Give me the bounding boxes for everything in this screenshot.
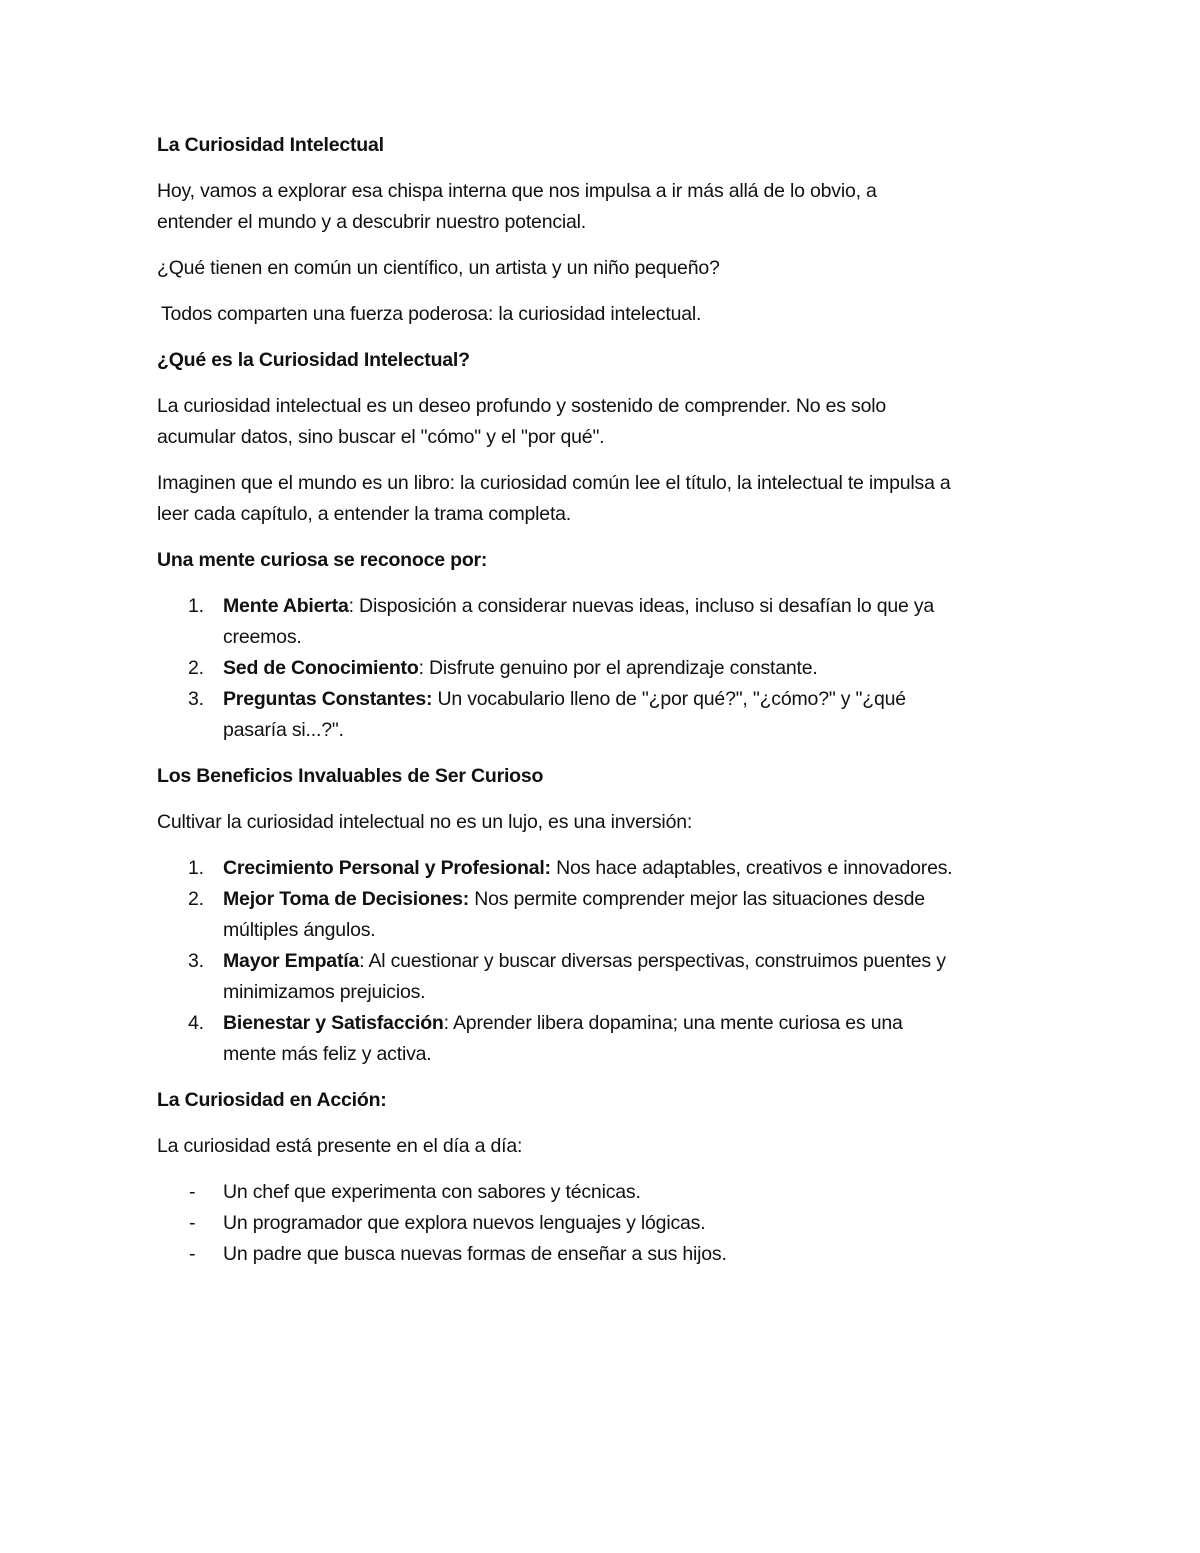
item-sep: : xyxy=(443,1012,449,1034)
item-term: Preguntas Constantes: xyxy=(223,688,433,710)
section-heading-what-is: ¿Qué es la Curiosidad Intelectual? xyxy=(157,349,470,371)
list-item xyxy=(157,591,957,653)
item-term: Sed de Conocimiento xyxy=(223,657,419,679)
item-sep: : xyxy=(359,950,365,972)
intro-paragraph: Hoy, vamos a explorar esa chispa interna que nos impulsa a ir más allá de lo obvio, a entender el mundo y a descubrir nuestro potencial. xyxy=(157,180,877,233)
list-marker: 2. xyxy=(188,888,204,910)
list-marker: - xyxy=(189,1243,196,1265)
list-item xyxy=(157,684,957,746)
item-text: Nos hace adaptables, creativos e innovadores. xyxy=(550,857,953,879)
list-item xyxy=(157,1008,957,1070)
item-text: Disposición a considerar nuevas ideas, incluso si desafían lo que ya creemos. xyxy=(223,595,935,648)
book-metaphor-paragraph: Imaginen que el mundo es un libro: la curiosidad común lee el título, la intelectual te impulsa a leer cada capítulo, a entender la trama completa. xyxy=(157,472,951,525)
list-marker: - xyxy=(189,1181,196,1203)
answer-paragraph: Todos comparten una fuerza poderosa: la curiosidad intelectual. xyxy=(161,303,702,325)
item-text: Disfrute genuino por el aprendizaje constante. xyxy=(423,657,818,679)
traits-list xyxy=(157,591,957,746)
list-item xyxy=(157,653,957,684)
examples-list xyxy=(157,1177,957,1270)
list-item xyxy=(157,853,957,884)
list-marker: 2. xyxy=(188,657,204,679)
list-marker: 1. xyxy=(188,595,204,617)
item-text: Aprender libera dopamina; una mente curiosa es una mente más feliz y activa. xyxy=(223,1012,903,1065)
list-item xyxy=(157,1177,957,1208)
list-marker: 4. xyxy=(188,1012,204,1034)
item-term: Mente Abierta xyxy=(223,595,349,617)
item-sep: : xyxy=(418,657,424,679)
item-text: Un chef que experimenta con sabores y técnicas. xyxy=(223,1181,641,1203)
item-sep: : xyxy=(348,595,354,617)
item-term: Bienestar y Satisfacción xyxy=(223,1012,444,1034)
section-heading-benefits: Los Beneficios Invaluables de Ser Curioso xyxy=(157,765,544,787)
item-text: Un programador que explora nuevos lenguajes y lógicas. xyxy=(223,1212,706,1234)
list-marker: 3. xyxy=(188,688,204,710)
list-item xyxy=(157,1239,957,1270)
question-paragraph: ¿Qué tienen en común un científico, un artista y un niño pequeño? xyxy=(157,257,720,279)
section-heading-in-action: La Curiosidad en Acción: xyxy=(157,1089,387,1111)
document-body xyxy=(157,130,957,1270)
in-action-intro-paragraph: La curiosidad está presente en el día a día: xyxy=(157,1135,523,1157)
list-item xyxy=(157,1208,957,1239)
list-item xyxy=(157,946,957,1008)
item-term: Crecimiento Personal y Profesional: xyxy=(223,857,551,879)
benefits-list xyxy=(157,853,957,1070)
item-text: Al cuestionar y buscar diversas perspectivas, construimos puentes y minimizamos prejuicios. xyxy=(223,950,946,1003)
section-heading-traits: Una mente curiosa se reconoce por: xyxy=(157,549,488,571)
list-marker: 3. xyxy=(188,950,204,972)
item-term: Mejor Toma de Decisiones: xyxy=(223,888,470,910)
document-title: La Curiosidad Intelectual xyxy=(157,134,384,156)
item-text: Un vocabulario lleno de "¿por qué?", "¿cómo?" y "¿qué pasaría si...?". xyxy=(223,688,906,741)
definition-paragraph: La curiosidad intelectual es un deseo profundo y sostenido de comprender. No es solo acumular datos, sino buscar el "cómo" y el "por qué". xyxy=(157,395,887,448)
item-text: Nos permite comprender mejor las situaciones desde múltiples ángulos. xyxy=(223,888,925,941)
list-marker: - xyxy=(189,1212,196,1234)
benefits-intro-paragraph: Cultivar la curiosidad intelectual no es un lujo, es una inversión: xyxy=(157,811,693,833)
list-marker: 1. xyxy=(188,857,204,879)
item-term: Mayor Empatía xyxy=(223,950,360,972)
item-text: Un padre que busca nuevas formas de enseñar a sus hijos. xyxy=(223,1243,727,1265)
list-item xyxy=(157,884,957,946)
